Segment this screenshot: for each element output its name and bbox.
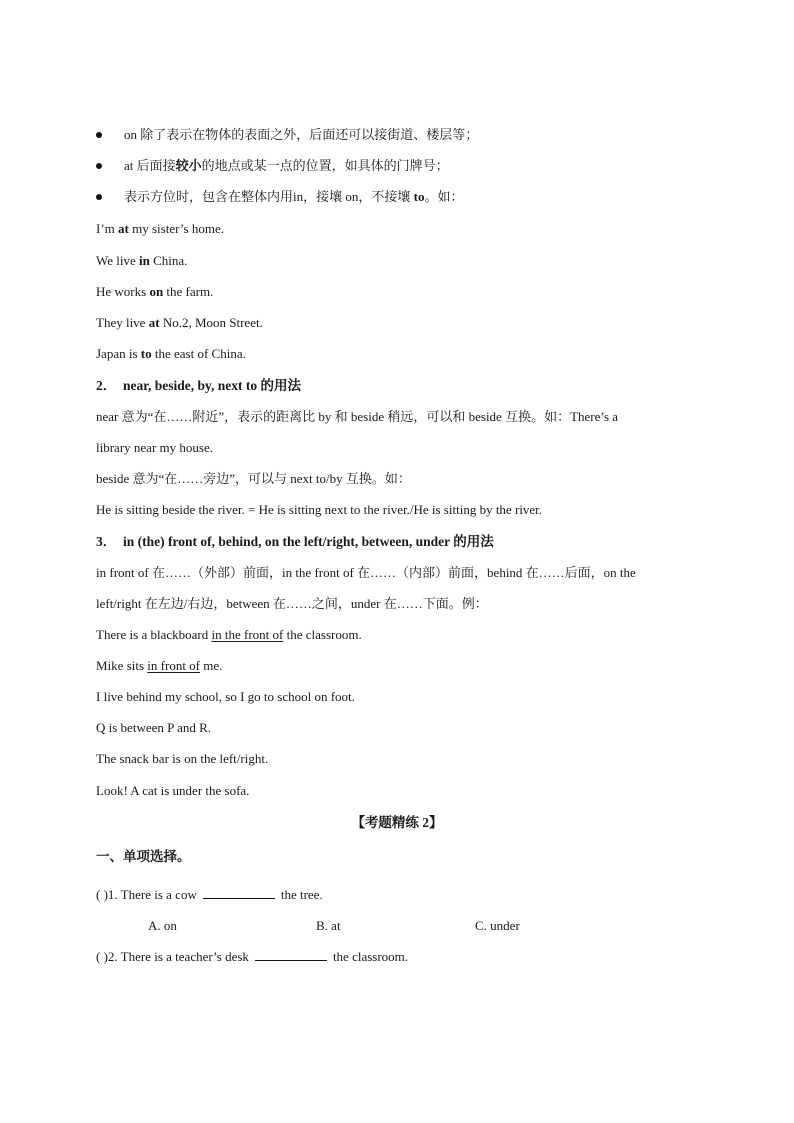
- paragraph-line: near 意为“在……附近”，表示的距离比 by 和 beside 稍远，可以和 beside 互换。如：There’s a: [96, 409, 619, 424]
- example-post: No.2, Moon Street.: [159, 315, 263, 330]
- example-pre: They live: [96, 315, 149, 330]
- bullet-text-3: [124, 188, 463, 206]
- bullet-text-post: 的地点或某一点的位置，如具体的门牌号；: [201, 158, 449, 173]
- example-pre: We live: [96, 253, 139, 268]
- example-pre: There is a blackboard: [96, 627, 212, 642]
- example-preposition: at: [118, 221, 129, 236]
- example-sentence: Q is between P and R.: [96, 720, 212, 735]
- bullet-text-bold: 较小: [175, 158, 202, 173]
- example-pre: He works: [96, 284, 150, 299]
- practice-title: 【考题精练 2】: [351, 815, 443, 830]
- example-underlined: in front of: [147, 658, 201, 673]
- question-2: [96, 948, 408, 966]
- section-number: 2．: [96, 378, 117, 393]
- example-preposition: in: [139, 253, 150, 268]
- example-post: me.: [200, 658, 223, 673]
- paragraph-line: library near my house.: [96, 440, 213, 455]
- option-a[interactable]: A. on: [148, 918, 177, 933]
- option-c[interactable]: C. under: [475, 918, 520, 933]
- example-sentence: I live behind my school, so I go to school on foot.: [96, 689, 355, 704]
- bullet-dot: [96, 163, 102, 169]
- section-title: near, beside, by, next to 的用法: [123, 378, 302, 393]
- answer-blank[interactable]: [255, 948, 327, 961]
- practice-subtitle: 一、单项选择。: [96, 849, 191, 864]
- example-sentence: The snack bar is on the left/right.: [96, 751, 269, 766]
- example-preposition: to: [140, 346, 152, 361]
- example-sentence: [96, 626, 362, 644]
- bullet-text-pre: 表示方位时，包含在整体内用in，接壤 on，不接壤: [124, 189, 414, 204]
- example-sentence: [96, 220, 224, 238]
- example-sentence: [96, 657, 222, 675]
- question-prefix: ( )1. There is a cow: [96, 887, 197, 902]
- question-1: [96, 886, 323, 904]
- bullet-dot: [96, 194, 102, 200]
- paragraph-line: left/right 在左边/右边，between 在……之间，under 在……下面。例：: [96, 596, 488, 611]
- section-heading-3: [96, 533, 494, 551]
- bullet-text-2: [124, 157, 449, 175]
- question-suffix: the classroom.: [332, 949, 409, 964]
- question-prefix: ( )2. There is a teacher’s desk: [96, 949, 249, 964]
- example-preposition: on: [149, 284, 164, 299]
- bullet-text-1: on 除了表示在物体的表面之外，后面还可以接街道、楼层等；: [124, 127, 479, 142]
- example-post: the farm.: [163, 284, 214, 299]
- example-pre: Mike sits: [96, 658, 148, 673]
- question-suffix: the tree.: [280, 887, 323, 902]
- example-post: China.: [149, 253, 188, 268]
- example-preposition: at: [148, 315, 160, 330]
- option-b[interactable]: B. at: [316, 918, 341, 933]
- answer-blank[interactable]: [203, 886, 275, 899]
- paragraph-line: beside 意为“在……旁边”，可以与 next to/by 互换。如：: [96, 471, 411, 486]
- paragraph-line: in front of 在……（外部）前面，in the front of 在……（内部）前面，behind 在……后面，on the: [96, 565, 636, 580]
- bullet-text-bold: to: [413, 189, 425, 204]
- paragraph-line: He is sitting beside the river. = He is sitting next to the river./He is sitting by the river.: [96, 502, 543, 517]
- section-heading-2: [96, 377, 301, 395]
- example-sentence: Look! A cat is under the sofa.: [96, 783, 250, 798]
- bullet-text-pre: at 后面接: [124, 158, 176, 173]
- example-sentence: [96, 283, 213, 301]
- bullet-dot: [96, 132, 102, 138]
- example-sentence: [96, 252, 187, 270]
- section-title: in (the) front of, behind, on the left/right, between, under 的用法: [123, 534, 494, 549]
- example-post: the classroom.: [283, 627, 362, 642]
- section-number: 3．: [96, 534, 117, 549]
- example-sentence: [96, 345, 246, 363]
- example-pre: I’m: [96, 221, 119, 236]
- example-post: the east of China.: [151, 346, 246, 361]
- bullet-text-post: 。如：: [424, 189, 464, 204]
- example-underlined: in the front of: [211, 627, 284, 642]
- example-post: my sister’s home.: [128, 221, 224, 236]
- example-pre: Japan is: [96, 346, 141, 361]
- example-sentence: [96, 314, 263, 332]
